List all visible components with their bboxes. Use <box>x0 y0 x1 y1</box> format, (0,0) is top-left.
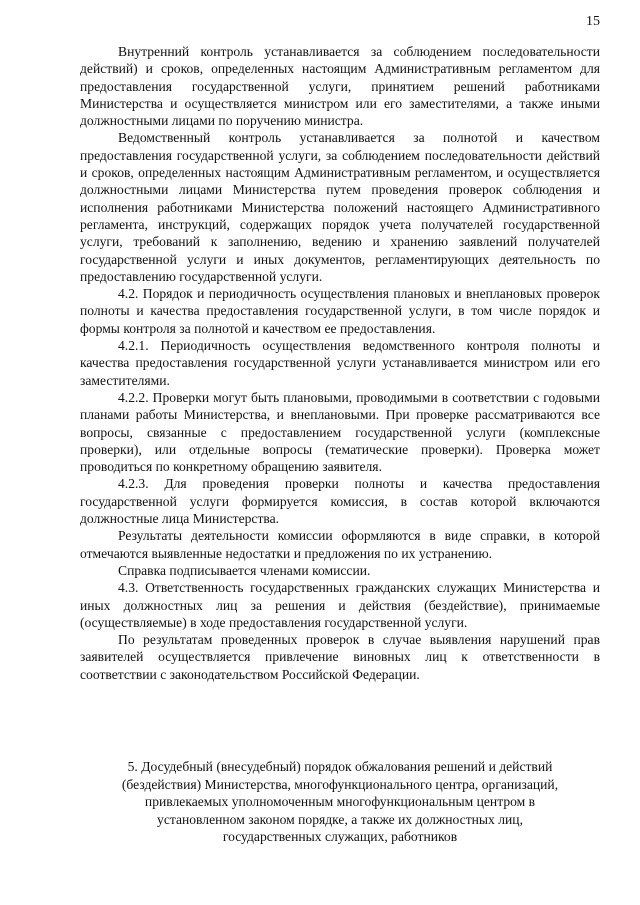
paragraph-4-3: 4.3. Ответственность государственных гражданских служащих Министерства и иных должностных лиц за решения и действия (бездействие), принимаемые (осуществляемые) в ходе предоставления государственной услуги. <box>80 580 600 630</box>
section-title-line: привлекаемых уполномоченным многофункциональным центром в <box>144 794 536 810</box>
section-title-line: 5. Досудебный (внесудебный) порядок обжалования решений и действий <box>127 759 553 774</box>
paragraph-4-2-1: 4.2.1. Периодичность осуществления ведомственного контроля полноты и качества предоставления государственной услуги устанавливается министром или его заместителями. <box>80 338 600 388</box>
paragraph-commission-results: Результаты деятельности комиссии оформляются в виде справки, в которой отмечаются выявленные недостатки и предложения по их устранению. <box>80 528 600 561</box>
paragraph-departmental-control: Ведомственный контроль устанавливается за полнотой и качеством предоставления государственной услуги, за соблюдением последовательности действий и сроков, определенных настоящим Административным регламентом, и осуществляется должностными лицами Министерства путем проведения проверок соблюдения и исполнения работниками Министерства положений настоящего Административного регламента, инструкций, содержащих порядок учета получателей государственной услуги, требований к заполнению, ведению и хранению заявлений получателей государственной услуги и иных документов, регламентирующих деятельность по предоставлению государственной услуги. <box>80 130 600 284</box>
paragraph-internal-control: Внутренний контроль устанавливается за соблюдением последовательности действий) и сроков, определенных настоящим Административным регламентом для предоставления государственной услуги, принятием решений работниками Министерства и осуществляется министром или его заместителями, а также иными должностными лицами по поручению министра. <box>80 44 600 129</box>
document-body <box>80 43 600 683</box>
paragraph-4-2-2: 4.2.2. Проверки могут быть плановыми, проводимыми в соответствии с годовыми планами работы Министерства, и внеплановыми. При проверке рассматриваются все вопросы, связанные с предоставлением государственной услуги (комплексные проверки), или отдельные вопросы (тематические проверки). Проверка может проводиться по конкретному обращению заявителя. <box>80 389 600 475</box>
section-title-line: государственных служащих, работников <box>222 829 458 845</box>
page-number: 15 <box>586 14 600 29</box>
section-title-line: (бездействия) Министерства, многофункционального центра, организаций, <box>121 776 559 792</box>
section-title-line: установленном законом порядке, а также их должностных лиц, <box>157 811 523 827</box>
paragraph-inspection-results: По результатам проведенных проверок в случае выявления нарушений прав заявителей осуществляется привлечение виновных лиц к ответственности в соответствии с законодательством Российской Федерации. <box>80 632 600 682</box>
paragraph-report-signing: Справка подписывается членами комиссии. <box>118 562 371 578</box>
section-5-heading <box>80 758 600 846</box>
paragraph-4-2-3: 4.2.3. Для проведения проверки полноты и качества предоставления государственной услуги формируется комиссия, в состав которой включаются должностные лица Министерства. <box>80 476 600 527</box>
paragraph-4-2: 4.2. Порядок и периодичность осуществления плановых и внеплановых проверок полноты и качества предоставления государственной услуги, в том числе порядок и формы контроля за полнотой и качеством ее предоставления. <box>80 286 600 336</box>
